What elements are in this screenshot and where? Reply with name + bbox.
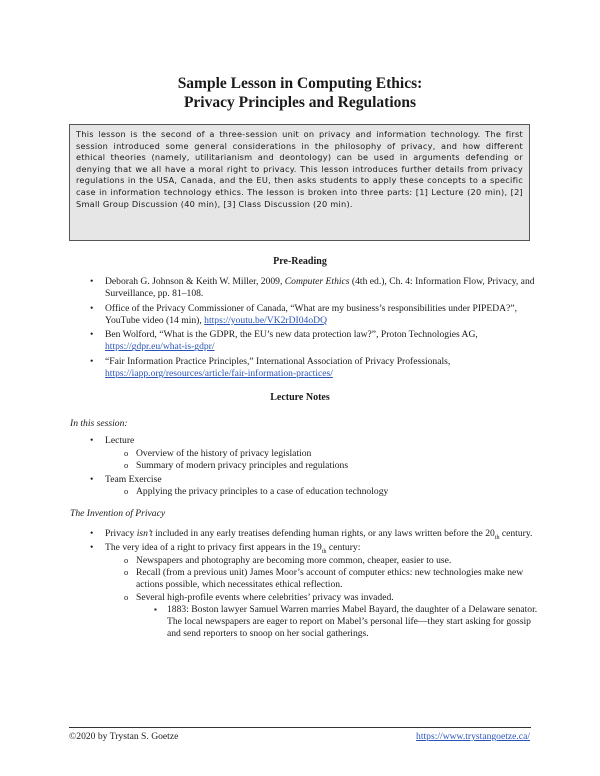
- list-item: ▪ 1883: Boston lawyer Samuel Warren marries Mabel Bayard, the daughter of a Delaware senator. The local newspapers are eager to report on Mabel’s personal life—they start asking for gossip and send reporters to snoop on her social gatherings.: [136, 604, 540, 641]
- intro-box: [69, 124, 530, 241]
- list-item: • Lecture o Overview of the history of privacy legislation o Summary of modern privacy principles and regulations: [70, 435, 540, 472]
- invention-label: The Invention of Privacy: [70, 507, 166, 519]
- session-label: In this session:: [70, 418, 128, 429]
- gdpr-link[interactable]: https://gdpr.eu/what-is-gdpr/: [105, 341, 215, 353]
- footer-copyright: ©2020 by Trystan S. Goetze: [69, 731, 179, 742]
- youtube-link[interactable]: https://youtu.be/VK2rDI04oDQ: [204, 314, 328, 326]
- pre-reading-heading: Pre-Reading: [273, 256, 327, 267]
- list-item: o Applying the privacy principles to a case of education technology: [105, 486, 540, 498]
- pre-reading-list: [70, 276, 540, 382]
- list-item: o Overview of the history of privacy legislation: [105, 448, 540, 460]
- list-item: o Recall (from a previous unit) James Moor’s account of computer ethics: new technologies make new actions possible, which necessitates ethical reflection.: [105, 567, 540, 592]
- list-item: o Summary of modern privacy principles and regulations: [105, 460, 540, 472]
- list-item: • Office of the Privacy Commissioner of Canada, “What are my business’s responsibilities under PIPEDA?”, YouTube video (14 min), https://youtu.be/VK2rDI04oDQ: [70, 303, 540, 328]
- list-item: • The very idea of a right to privacy first appears in the $19_{th}$ century: o Newspapers and photography are becoming more common, cheaper, easier to use. o Recall (from a previous unit) James Moor’s account of computer ethics: new technologies make new actions possible, which necessitates ethical reflection. o Several high-profile events where celebrities’ privacy was invaded. ▪ 1883: Boston lawyer Samuel Warren marries Mabel Bayard, the daughter of a Delaware senator. The local newspapers are eager to report on Mabel’s personal life—they start asking for gossip and send reporters to snoop on her social gatherings.: [70, 542, 540, 640]
- list-item: • Team Exercise o Applying the privacy principles to a case of education technology: [70, 474, 540, 499]
- title-line-1: Sample Lesson in Computing Ethics:: [177, 75, 423, 92]
- intro-text: This lesson is the second of a three-session unit on privacy and information technology. The first session introduced some general considerations in the philosophy of privacy, and how different ethical theories (namely, utilitarianism and deontology) can be used in arguments defending or denying that we all have a moral right to privacy. This lesson introduces further details from privacy regulations in the USA, Canada, and the EU, then asks students to apply these concepts to a specific case in information technology ethics. The lesson is broken into three parts: [1] Lecture (20 min), [2] Small Group Discussion (40 min), [3] Class Discussion (20 min).: [76, 129, 523, 209]
- lecture-notes-heading: Lecture Notes: [270, 392, 330, 403]
- list-item: • Ben Wolford, “What is the GDPR, the EU’s new data protection law?”, Proton Technologies AG, https://gdpr.eu/what-is-gdpr/: [70, 329, 540, 354]
- list-item: • “Fair Information Practice Principles,” International Association of Privacy Professionals, https://iapp.org/resources/article/fair-information-practices/: [70, 356, 540, 381]
- list-item: o Several high-profile events where celebrities’ privacy was invaded. ▪ 1883: Boston lawyer Samuel Warren marries Mabel Bayard, the daughter of a Delaware senator. The local newspapers are eager to report on Mabel’s personal life—they start asking for gossip and send reporters to snoop on her social gatherings.: [105, 592, 540, 641]
- iapp-link[interactable]: https://iapp.org/resources/article/fair-information-practices/: [105, 368, 333, 380]
- footer-website-link[interactable]: https://www.trystangoetze.ca/: [416, 731, 530, 742]
- footer-divider: [69, 727, 531, 728]
- list-item: o Newspapers and photography are becoming more common, cheaper, easier to use.: [105, 555, 540, 567]
- list-item: • Deborah G. Johnson & Keith W. Miller, 2009, Computer Ethics (4th ed.), Ch. 4: Information Flow, Privacy, and Surveillance, pp. 81–108.: [70, 276, 540, 301]
- list-item: • Privacy isn’t included in any early treatises defending human rights, or any laws written before the $20_{th}$ century.: [70, 528, 540, 540]
- title-line-2: Privacy Principles and Regulations: [183, 94, 417, 111]
- document-title: [0, 74, 600, 112]
- lecture-notes-body: [70, 418, 540, 643]
